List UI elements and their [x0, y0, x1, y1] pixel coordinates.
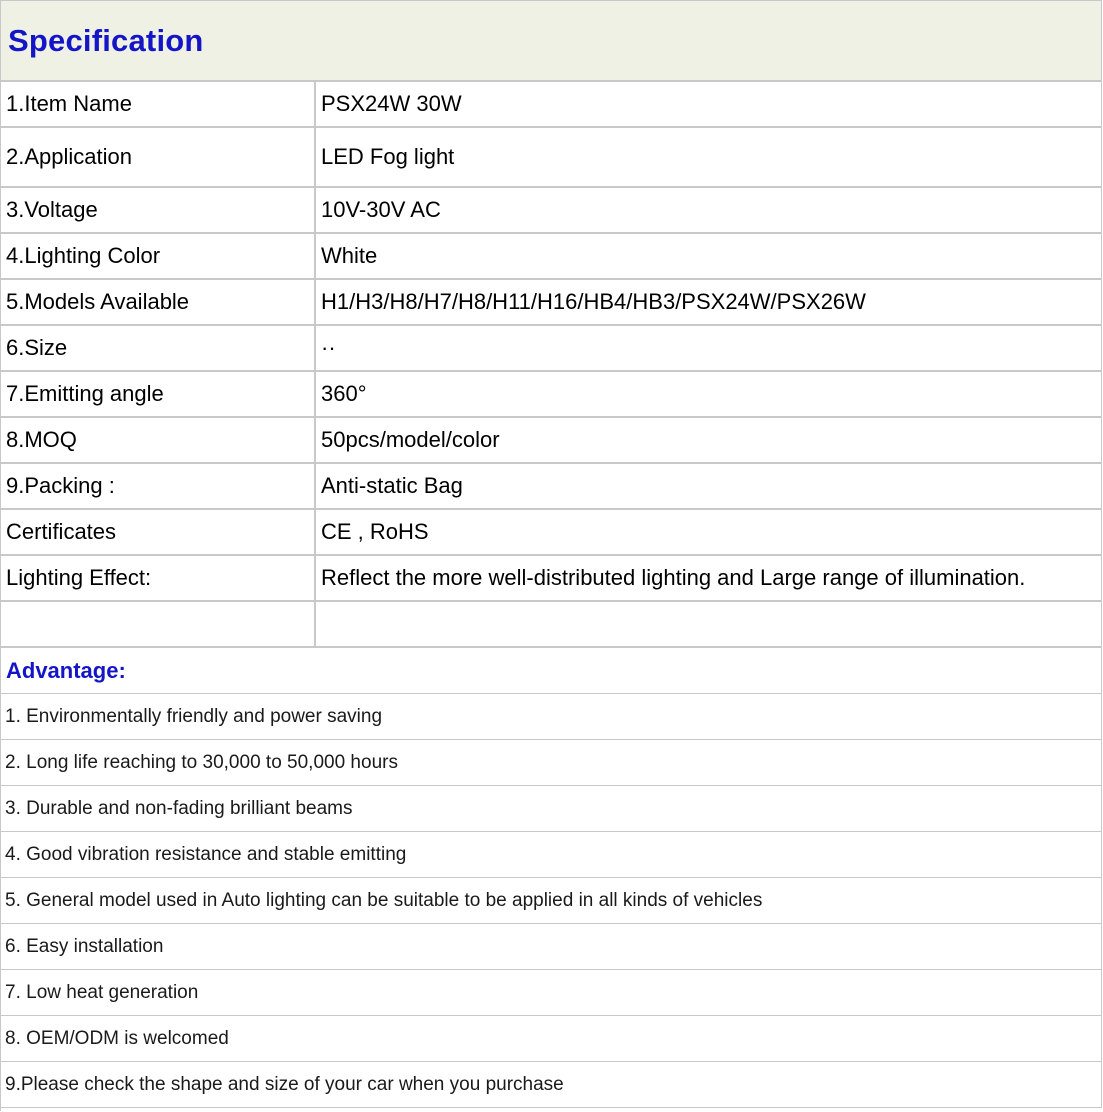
spec-value: Anti-static Bag [316, 464, 1102, 508]
spec-label: 2.Application [1, 128, 316, 186]
advantage-item: 8. OEM/ODM is welcomed [1, 1016, 1102, 1062]
advantage-item: 6. Easy installation [1, 924, 1102, 970]
spec-label: 6.Size [1, 326, 316, 370]
spec-row [1, 82, 1102, 128]
spec-label: Lighting Effect: [1, 556, 316, 600]
spec-row [1, 372, 1102, 418]
advantage-item: 7. Low heat generation [1, 970, 1102, 1016]
spec-row [1, 234, 1102, 280]
advantage-item: 5. General model used in Auto lighting can be suitable to be applied in all kinds of vehicles [1, 878, 1102, 924]
advantage-item: 2. Long life reaching to 30,000 to 50,000 hours [1, 740, 1102, 786]
spec-row [1, 464, 1102, 510]
spec-label: 8.MOQ [1, 418, 316, 462]
spec-value [316, 602, 1102, 646]
spec-value: PSX24W 30W [316, 82, 1102, 126]
spec-row [1, 280, 1102, 326]
advantage-item: 1. Environmentally friendly and power saving [1, 694, 1102, 740]
spec-label: 7.Emitting angle [1, 372, 316, 416]
title-bar [1, 1, 1102, 82]
spec-value: Reflect the more well-distributed lighting and Large range of illumination. [316, 556, 1102, 600]
spec-label [1, 602, 316, 646]
spec-value: White [316, 234, 1102, 278]
advantage-heading: Advantage: [1, 648, 1102, 694]
spec-value: H1/H3/H8/H7/H8/H11/H16/HB4/HB3/PSX24W/PSX26W [316, 280, 1102, 324]
spec-label: Certificates [1, 510, 316, 554]
spec-label: 3.Voltage [1, 188, 316, 232]
spec-label: 9.Packing : [1, 464, 316, 508]
spec-row [1, 128, 1102, 188]
spec-row [1, 188, 1102, 234]
spec-value: 360° [316, 372, 1102, 416]
spec-value: ·· [316, 326, 1102, 370]
spec-value: CE , RoHS [316, 510, 1102, 554]
spec-label: 4.Lighting Color [1, 234, 316, 278]
spec-row [1, 418, 1102, 464]
spec-value: 10V-30V AC [316, 188, 1102, 232]
spec-row [1, 326, 1102, 372]
spec-value: LED Fog light [316, 128, 1102, 186]
advantage-item: 9.Please check the shape and size of your car when you purchase [1, 1062, 1102, 1108]
spec-label: 1.Item Name [1, 82, 316, 126]
advantage-item: 3. Durable and non-fading brilliant beams [1, 786, 1102, 832]
spec-value: 50pcs/model/color [316, 418, 1102, 462]
spec-row [1, 510, 1102, 556]
page-title: Specification [8, 22, 204, 58]
spec-label: 5.Models Available [1, 280, 316, 324]
advantage-item: 4. Good vibration resistance and stable emitting [1, 832, 1102, 878]
spec-row [1, 556, 1102, 602]
spec-row [1, 602, 1102, 648]
